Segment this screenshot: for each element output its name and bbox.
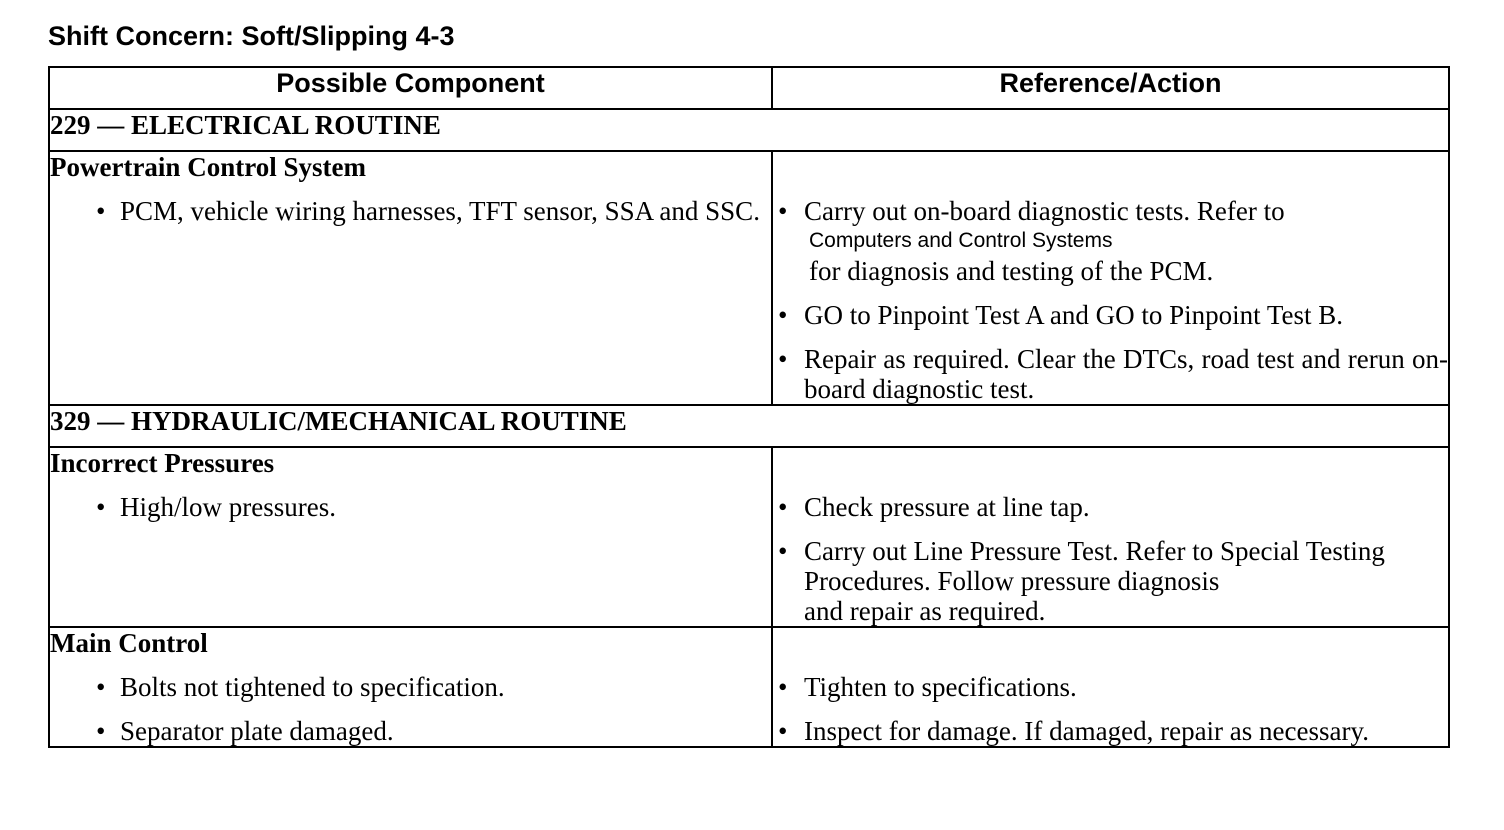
action-text: Repair as required. Clear the DTCs, road test and rerun on-board diagnostic test.	[804, 344, 1448, 404]
action-text: Carry out on-board diagnostic tests. Refer to	[804, 196, 1285, 226]
component-name: Powertrain Control System	[50, 152, 366, 182]
action-text-continued: for diagnosis and testing of the PCM.	[809, 256, 1214, 286]
bullet-icon: •	[778, 196, 788, 226]
list-item	[773, 536, 1448, 626]
action-text: Tighten to specifications.	[804, 672, 1077, 702]
bullet-icon: •	[778, 344, 788, 374]
action-cell	[772, 627, 1449, 747]
cause-text: Separator plate damaged.	[120, 716, 394, 746]
list-item	[50, 196, 771, 226]
table-header-row	[49, 67, 1449, 109]
list-item	[773, 300, 1448, 330]
bullet-icon: •	[778, 536, 788, 566]
shift-concern-table	[48, 66, 1450, 748]
bullet-icon: •	[778, 300, 788, 330]
cause-list	[50, 196, 771, 226]
list-item	[773, 492, 1448, 522]
cause-list	[50, 672, 771, 746]
bullet-icon: •	[778, 716, 788, 746]
cause-text: Bolts not tightened to specification.	[120, 672, 505, 702]
bullet-icon: •	[96, 672, 106, 702]
list-item	[773, 344, 1448, 404]
component-cell	[49, 447, 772, 627]
bullet-icon: •	[96, 492, 106, 522]
action-cell	[772, 151, 1449, 405]
list-item	[773, 196, 1448, 286]
bullet-icon: •	[96, 716, 106, 746]
cause-text: High/low pressures.	[120, 492, 336, 522]
page-title: Shift Concern: Soft/Slipping 4-3	[48, 21, 455, 51]
action-list	[773, 196, 1448, 404]
bullet-icon: •	[96, 196, 106, 226]
bullet-icon: •	[778, 492, 788, 522]
list-item	[50, 492, 771, 522]
component-name: Main Control	[50, 628, 208, 658]
component-name: Incorrect Pressures	[50, 448, 275, 478]
bullet-icon: •	[778, 672, 788, 702]
component-cell	[49, 627, 772, 747]
action-text: GO to Pinpoint Test A and GO to Pinpoint Test B.	[804, 300, 1344, 330]
action-text: Inspect for damage. If damaged, repair as necessary.	[804, 716, 1369, 746]
cause-text: PCM, vehicle wiring harnesses, TFT sensor, SSA and SSC.	[120, 196, 760, 226]
action-text: Carry out Line Pressure Test. Refer to Special Testing Procedures. Follow pressure diagnosis	[804, 536, 1385, 596]
action-cell	[772, 447, 1449, 627]
routine-label: 229 — ELECTRICAL ROUTINE	[49, 109, 1449, 151]
action-list	[773, 672, 1448, 746]
component-cell	[49, 151, 772, 405]
list-item	[773, 672, 1448, 702]
action-text-continued: and repair as required.	[804, 596, 1046, 626]
table-row	[49, 447, 1449, 627]
reference-link: Computers and Control Systems	[809, 229, 1113, 252]
table-row	[49, 627, 1449, 747]
routine-row-electrical	[49, 109, 1449, 151]
list-item	[773, 716, 1448, 746]
header-reference-action: Reference/Action	[772, 67, 1449, 109]
cause-list	[50, 492, 771, 522]
routine-row-hydraulic	[49, 405, 1449, 447]
list-item	[50, 672, 771, 702]
routine-label: 329 — HYDRAULIC/MECHANICAL ROUTINE	[49, 405, 1449, 447]
action-text: Check pressure at line tap.	[804, 492, 1090, 522]
header-possible-component: Possible Component	[49, 67, 772, 109]
list-item	[50, 716, 771, 746]
action-list	[773, 492, 1448, 626]
table-row	[49, 151, 1449, 405]
